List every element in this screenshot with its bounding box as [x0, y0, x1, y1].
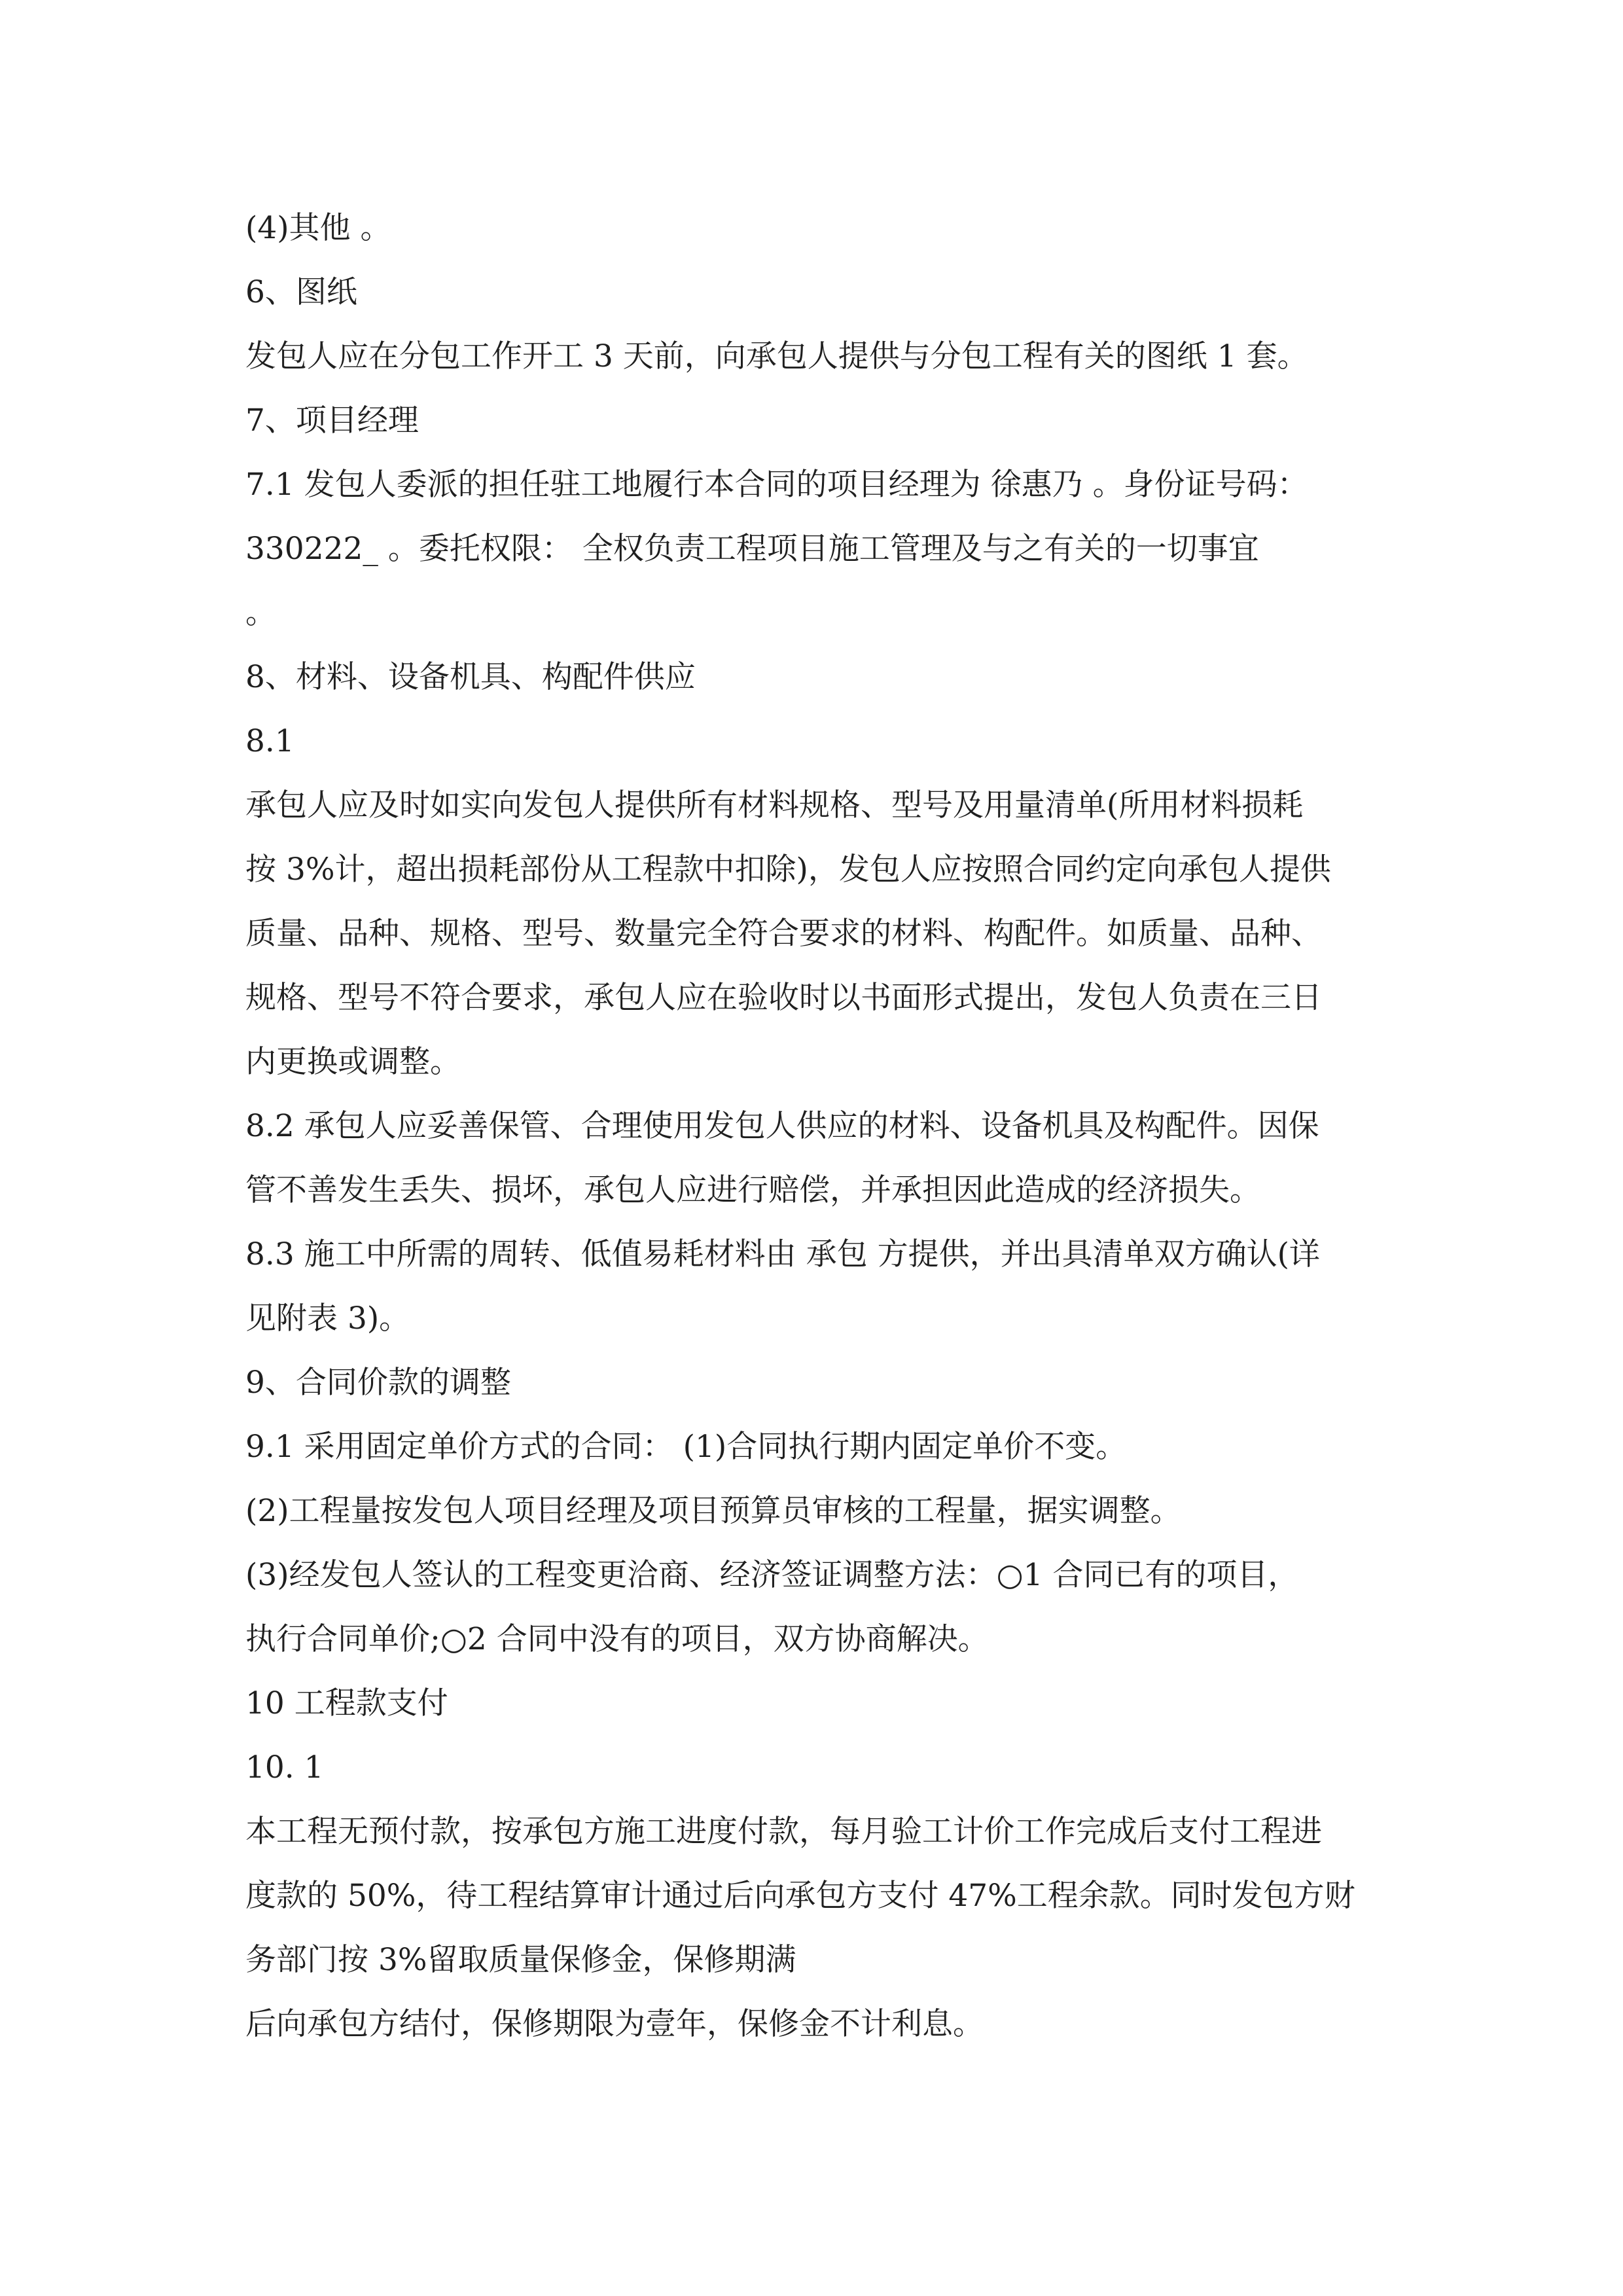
section-8-heading: 8、材料、设备机具、构配件供应 [245, 659, 696, 695]
clause-8-1-line-2: 按 3%计，超出损耗部份从工程款中扣除)，发包人应按照合同约定向承包人提供 [245, 852, 1331, 888]
clause-10-1-label: 10. 1 [245, 1749, 324, 1785]
section-10-heading: 10 工程款支付 [245, 1685, 448, 1721]
clause-8-2-line-1: 8.2 承包人应妥善保管、合理使用发包人供应的材料、设备机具及构配件。因保 [245, 1108, 1319, 1144]
clause-8-3-line-1: 8.3 施工中所需的周转、低值易耗材料由 承包 方提供，并出具清单双方确认(详 [245, 1236, 1320, 1272]
clause-7-1-line-1: 7.1 发包人委派的担任驻工地履行本合同的项目经理为 徐惠乃 。身份证号码： [245, 467, 1308, 503]
clause-8-1-line-5: 内更换或调整。 [245, 1044, 461, 1080]
clause-10-1-line-3: 务部门按 3%留取质量保修金，保修期满 [245, 1942, 796, 1978]
clause-8-2-line-2: 管不善发生丢失、损坏，承包人应进行赔偿，并承担因此造成的经济损失。 [245, 1172, 1260, 1208]
clause-8-1-line-1: 承包人应及时如实向发包人提供所有材料规格、型号及用量清单(所用材料损耗 [245, 787, 1304, 823]
section-9-heading: 9、合同价款的调整 [245, 1365, 511, 1401]
section-7-heading: 7、项目经理 [245, 403, 419, 439]
clause-9-1-line-2: (2)工程量按发包人项目经理及项目预算员审核的工程量，据实调整。 [245, 1493, 1181, 1529]
clause-10-1-line-2: 度款的 50%，待工程结算审计通过后向承包方支付 47%工程余款。同时发包方财 [245, 1878, 1355, 1914]
clause-7-1-line-2: 330222_ 。委托权限： 全权负责工程项目施工管理及与之有关的一切事宜 [245, 531, 1259, 567]
clause-9-1-line-1: 9.1 采用固定单价方式的合同： (1)合同执行期内固定单价不变。 [245, 1429, 1127, 1465]
clause-9-1-line-3: (3)经发包人签认的工程变更洽商、经济签证调整方法：○1 合同已有的项目， [245, 1557, 1299, 1593]
clause-8-1-line-4: 规格、型号不符合要求，承包人应在验收时以书面形式提出，发包人负责在三日 [245, 980, 1322, 1016]
section-6-text: 发包人应在分包工作开工 3 天前，向承包人提供与分包工程有关的图纸 1 套。 [245, 338, 1308, 374]
clause-8-1-line-3: 质量、品种、规格、型号、数量完全符合要求的材料、构配件。如质量、品种、 [245, 916, 1322, 952]
clause-8-1-label: 8.1 [245, 723, 294, 759]
clause-7-1-line-3: 。 [245, 595, 276, 631]
item-4-other: (4)其他 。 [245, 210, 391, 246]
clause-10-1-line-4: 后向承包方结付，保修期限为壹年，保修金不计利息。 [245, 2006, 984, 2042]
clause-8-3-line-2: 见附表 3)。 [245, 1300, 410, 1336]
section-6-heading: 6、图纸 [245, 274, 357, 310]
clause-9-1-line-4: 执行合同单价;○2 合同中没有的项目，双方协商解决。 [245, 1621, 989, 1657]
clause-10-1-line-1: 本工程无预付款，按承包方施工进度付款，每月验工计价工作完成后支付工程进 [245, 1814, 1322, 1850]
document-body [245, 196, 1391, 2056]
